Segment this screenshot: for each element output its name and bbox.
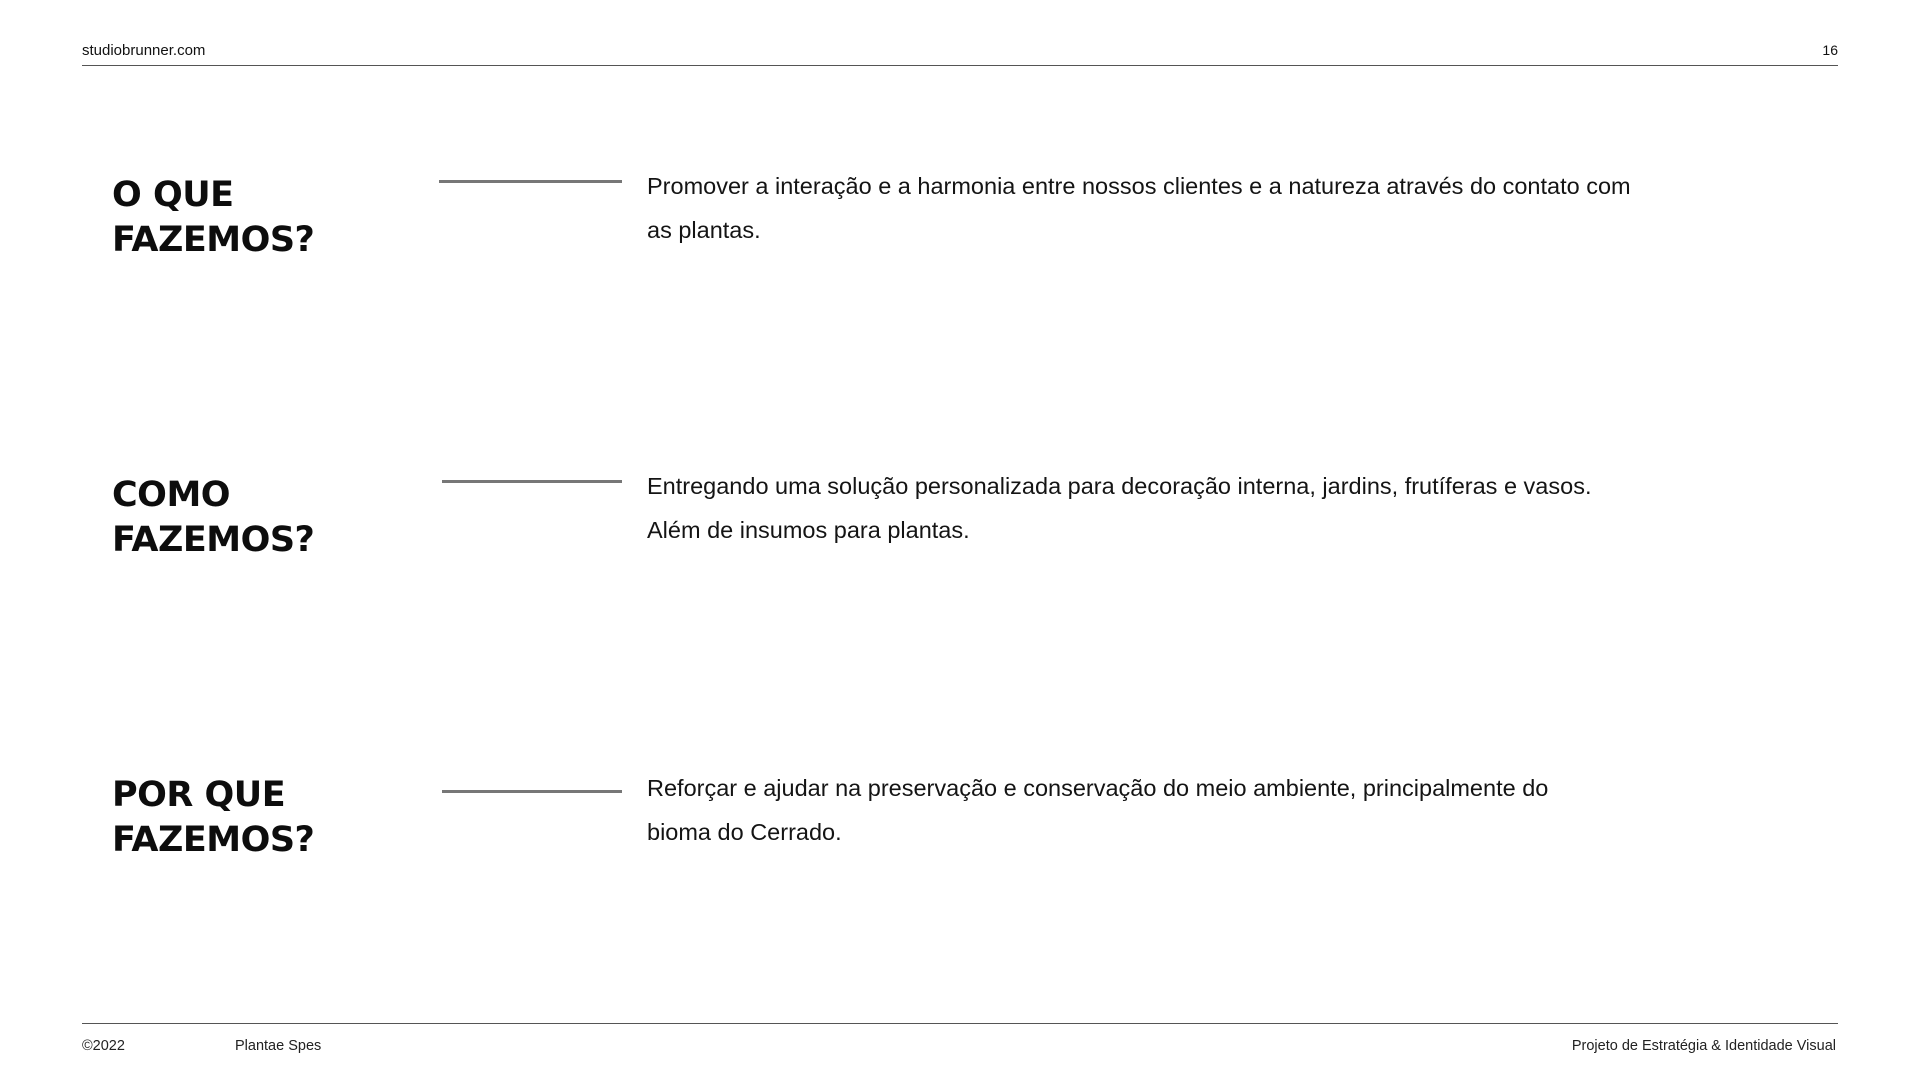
section-what — [0, 170, 1920, 290]
header-divider — [82, 65, 1838, 66]
section-text-line: Entregando uma solução personalizada para decoração interna, jardins, frutíferas e vasos. — [647, 473, 1592, 499]
section-text-line: Além de insumos para plantas. — [647, 517, 970, 543]
section-text — [647, 766, 1737, 854]
section-connector-line — [442, 790, 622, 793]
section-title — [112, 173, 432, 263]
header-site-url: studiobrunner.com — [82, 42, 206, 59]
footer-client-name: Plantae Spes — [235, 1038, 322, 1054]
section-text-line: Promover a interação e a harmonia entre nossos clientes e a natureza através do contato com — [647, 173, 1631, 199]
section-title-line: FAZEMOS? — [112, 220, 315, 260]
footer-year: ©2022 — [82, 1038, 125, 1054]
section-text-line: Reforçar e ajudar na preservação e conservação do meio ambiente, principalmente do — [647, 775, 1549, 801]
footer-divider — [82, 1023, 1838, 1024]
section-text-line: bioma do Cerrado. — [647, 819, 842, 845]
section-text-line: as plantas. — [647, 217, 761, 243]
section-how — [0, 470, 1920, 590]
section-title-line: FAZEMOS? — [112, 820, 315, 860]
section-title-line: O QUE — [112, 175, 234, 215]
section-title — [112, 473, 432, 563]
section-title-line: FAZEMOS? — [112, 520, 315, 560]
section-title-line: COMO — [112, 475, 231, 515]
section-text — [647, 464, 1737, 552]
page-number: 16 — [1822, 42, 1838, 58]
section-title-line: POR QUE — [112, 775, 286, 815]
section-connector-line — [439, 180, 622, 183]
section-why — [0, 770, 1920, 890]
section-text — [647, 164, 1737, 252]
section-title — [112, 773, 432, 863]
footer-project-name: Projeto de Estratégia & Identidade Visual — [1571, 1038, 1836, 1054]
section-connector-line — [442, 480, 622, 483]
